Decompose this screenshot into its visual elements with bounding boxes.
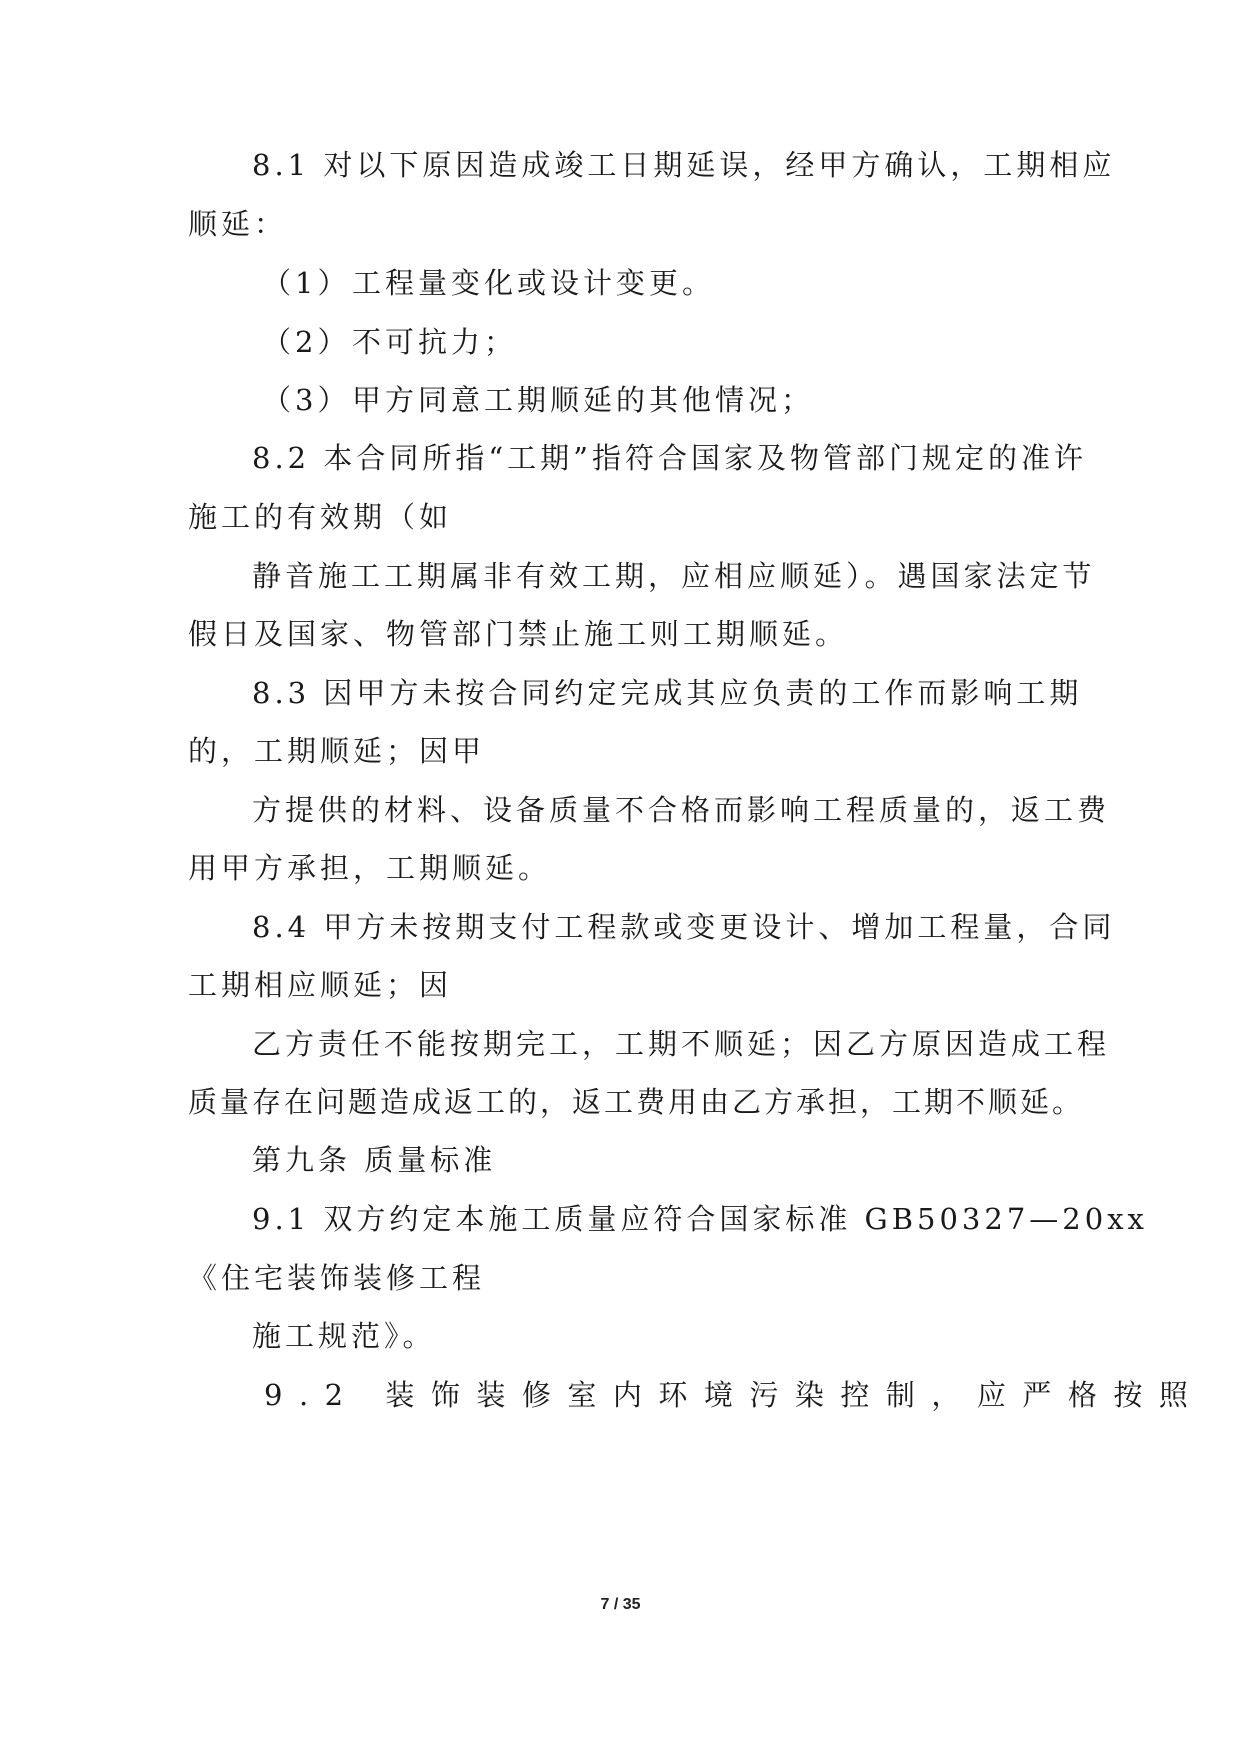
list-item-text: 不可抗力；: [352, 325, 518, 359]
page-number: 7 / 35: [600, 1596, 641, 1613]
paragraph-8-1-cont: 顺延：: [188, 207, 288, 241]
paragraph-8-2: 8.2 本合同所指“工期”指符合国家及物管部门规定的准许: [252, 441, 1087, 475]
paragraph-9-1b: 施工规范》。: [252, 1319, 436, 1353]
paragraph-8-2b-cont: 假日及国家、物管部门禁止施工则工期顺延。: [188, 617, 849, 651]
list-item-3: [262, 380, 814, 420]
paragraph-8-1: 8.1 对以下原因造成竣工日期延误，经甲方确认，工期相应: [252, 148, 1116, 182]
paragraph-8-2b: 静音施工工期属非有效工期，应相应顺延）。遇国家法定节: [252, 559, 1096, 593]
list-item-text: 工程量变化或设计变更。: [352, 266, 716, 300]
list-number: （2）: [262, 325, 351, 359]
paragraph-8-4b: 乙方责任不能按期完工，工期不顺延；因乙方原因造成工程: [252, 1027, 1111, 1061]
paragraph-8-4: 8.4 甲方未按期支付工程款或变更设计、增加工程量，合同: [252, 910, 1116, 944]
paragraph-8-3b: 方提供的材料、设备质量不合格而影响工程质量的，返工费: [252, 793, 1111, 827]
list-item-text: 甲方同意工期顺延的其他情况；: [352, 383, 815, 417]
paragraph-9-2: 9.2 装饰装修室内环境污染控制，应严格按照: [264, 1378, 1205, 1412]
paragraph-8-3b-cont: 用甲方承担，工期顺延。: [188, 851, 552, 885]
paragraph-9-1: 9.1 双方约定本施工质量应符合国家标准 GB50327—20xx: [252, 1202, 1148, 1236]
list-item-1: [262, 263, 715, 303]
paragraph-8-4-cont: 工期相应顺延；因: [188, 968, 453, 1002]
list-number: （3）: [262, 383, 351, 417]
paragraph-8-3-cont: 的，工期顺延；因甲: [188, 734, 486, 768]
list-number: （1）: [262, 266, 351, 300]
paragraph-8-4b-cont: 质量存在问题造成返工的，返工费用由乙方承担，工期不顺延。: [188, 1085, 1085, 1119]
section-heading-9: 第九条 质量标准: [252, 1143, 497, 1177]
list-item-2: [262, 322, 517, 362]
paragraph-8-2-cont: 施工的有效期（如: [188, 500, 453, 534]
paragraph-8-3: 8.3 因甲方未按合同约定完成其应负责的工作而影响工期: [252, 676, 1083, 710]
paragraph-9-1-cont: 《住宅装饰装修工程: [188, 1261, 486, 1295]
